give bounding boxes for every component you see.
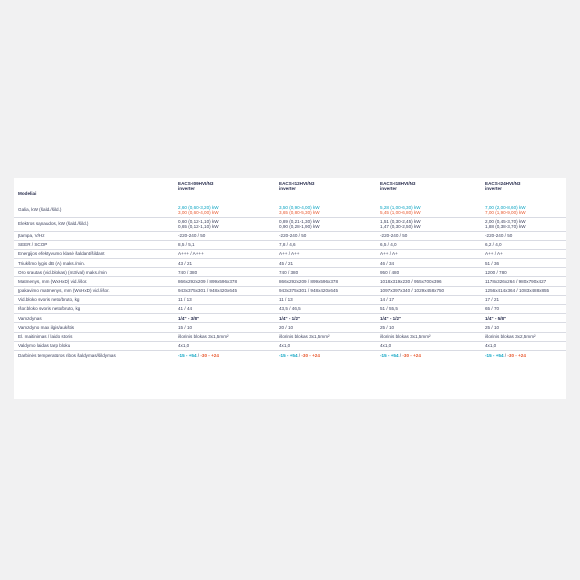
table-row bbox=[14, 314, 566, 323]
spec-rows bbox=[14, 231, 566, 314]
power-cell bbox=[481, 217, 566, 231]
cell: išorinis blokas 3x1,5mm² bbox=[275, 332, 376, 341]
row-label: Vamzdyno max ilgis/aukštis bbox=[14, 323, 174, 332]
row-label: Įpakavimo matmenys, mm (WxHxD) vid./išor. bbox=[14, 286, 174, 295]
power-cooling: 0,89 (0,21-1,30) kW bbox=[279, 218, 320, 224]
model-header bbox=[376, 178, 481, 203]
power-cell bbox=[174, 217, 275, 231]
cooling-value: 3,50 (0,90-4,00) kW bbox=[279, 204, 320, 210]
cell: 740 / 380 bbox=[275, 268, 376, 277]
cell: 15 / 10 bbox=[174, 323, 275, 332]
temp-cooling: -15 - +54 bbox=[485, 352, 504, 358]
row-label: Oro srautas (vid.blokas) (m3/val) maks./min bbox=[14, 268, 174, 277]
model-sub: inverter bbox=[485, 186, 502, 192]
cell: A++ / A+ bbox=[376, 249, 481, 258]
table-row bbox=[14, 286, 566, 295]
spec-table bbox=[14, 178, 566, 360]
row-label: Valdymo laidas tarp bloku bbox=[14, 341, 174, 350]
cell: 6,5 / 4,0 bbox=[376, 240, 481, 249]
cell: 866x292x209 / 899x596x378 bbox=[275, 277, 376, 286]
temp-cooling: -15 - +54 bbox=[178, 352, 197, 358]
heating-value: 5,45 (1,00-6,80) kW bbox=[380, 209, 421, 215]
cell: 45 / 21 bbox=[275, 259, 376, 268]
table-row bbox=[14, 305, 566, 314]
cell: -220-240 / 50 bbox=[174, 231, 275, 240]
row-label: Vamzdynas bbox=[14, 314, 174, 323]
cell: A++ / A+ bbox=[481, 249, 566, 258]
row-label: El. maitinimas / laido storis bbox=[14, 332, 174, 341]
temp-cell bbox=[376, 350, 481, 359]
cell: išorinis blokas 3x2,5mm² bbox=[481, 332, 566, 341]
cell: A+++ / A+++ bbox=[174, 249, 275, 258]
row-label: Išor.bloko svoris neto/bruto, kg bbox=[14, 305, 174, 314]
table-row bbox=[14, 350, 566, 359]
model-name: EACS-I12HVI/N3 bbox=[279, 181, 315, 186]
power-cooling: 1,51 (0,30-2,45) kW bbox=[380, 218, 421, 224]
power-heating: 1,88 (0,38-3,70) kW bbox=[485, 224, 526, 229]
table-header-row bbox=[14, 178, 566, 203]
table-row bbox=[14, 277, 566, 286]
cell: 51 / 36 bbox=[481, 259, 566, 268]
heating-value: 3,65 (0,80-5,30) kW bbox=[279, 209, 320, 215]
cell: 1/4" - 1/2" bbox=[376, 314, 481, 323]
cell: 1200 / 780 bbox=[481, 268, 566, 277]
cell: 11 / 13 bbox=[275, 295, 376, 304]
power-heating: 0,65 (0,12-1,10) kW bbox=[178, 224, 219, 229]
cell: 65 / 70 bbox=[481, 305, 566, 314]
cell: -220-240 / 50 bbox=[376, 231, 481, 240]
power-cell bbox=[275, 217, 376, 231]
cell: -220-240 / 50 bbox=[275, 231, 376, 240]
cell: 1/4" - 5/8" bbox=[481, 314, 566, 323]
cell: 25 / 10 bbox=[376, 323, 481, 332]
cell: 950 / 480 bbox=[376, 268, 481, 277]
cell: 43,5 / 46,5 bbox=[275, 305, 376, 314]
row-label: Matmenys, mm (WxHxD) vid./išor. bbox=[14, 277, 174, 286]
power-heating: 0,90 (0,28-1,90) kW bbox=[279, 224, 320, 229]
temp-cooling: -15 - +54 bbox=[380, 352, 399, 358]
row-label: Vid.bloko svoris neto/bruto, kg bbox=[14, 295, 174, 304]
model-sub: inverter bbox=[279, 186, 296, 192]
table-row bbox=[14, 323, 566, 332]
cell: 20 / 10 bbox=[275, 323, 376, 332]
capacity-cell bbox=[174, 203, 275, 217]
heating-value: 7,00 (1,90-9,00) kW bbox=[485, 209, 526, 215]
cell: 11 / 13 bbox=[174, 295, 275, 304]
power-cell bbox=[376, 217, 481, 231]
models-label: Modeliai bbox=[18, 190, 37, 196]
temp-cell bbox=[275, 350, 376, 359]
cell: 41 / 44 bbox=[174, 305, 275, 314]
table-row bbox=[14, 295, 566, 304]
heating-value: 3,00 (0,60-4,00) kW bbox=[178, 209, 219, 215]
cell: 46 / 34 bbox=[376, 259, 481, 268]
cell: 4x1,0 bbox=[376, 341, 481, 350]
temp-heating: -30 - +24 bbox=[301, 352, 320, 358]
table-row bbox=[14, 341, 566, 350]
row-label: Energijos efektyvumo klasė šaldant/šildant bbox=[14, 249, 174, 258]
model-name: EACS-I24HVI/N3 bbox=[485, 181, 521, 186]
temp-slash: / bbox=[399, 352, 402, 358]
cell: 4x1,0 bbox=[275, 341, 376, 350]
cooling-value: 5,28 (1,00-6,30) kW bbox=[380, 204, 421, 210]
model-header bbox=[174, 178, 275, 203]
spec-sheet bbox=[14, 178, 566, 399]
model-name: EACS-I09HVI/N3 bbox=[178, 181, 214, 186]
table-row bbox=[14, 203, 566, 217]
temp-heating: -30 - +24 bbox=[402, 352, 421, 358]
capacity-cell bbox=[275, 203, 376, 217]
power-cooling: 2,00 (0,45-3,70) kW bbox=[485, 218, 526, 224]
table-row bbox=[14, 240, 566, 249]
model-sub: inverter bbox=[178, 186, 195, 192]
cell: išorinis blokas 3x1,5mm² bbox=[174, 332, 275, 341]
cell: 6,2 / 4,0 bbox=[481, 240, 566, 249]
temp-cell bbox=[174, 350, 275, 359]
cell: 43 / 21 bbox=[174, 259, 275, 268]
cooling-value: 7,00 (2,00-8,60) kW bbox=[485, 204, 526, 210]
capacity-cell bbox=[376, 203, 481, 217]
row-label: Triukšmo lygis dB (A) maks./min. bbox=[14, 259, 174, 268]
row-label: SEER / SCOP bbox=[14, 240, 174, 249]
cell: A++ / A++ bbox=[275, 249, 376, 258]
cell: 740 / 380 bbox=[174, 268, 275, 277]
temp-slash: / bbox=[298, 352, 301, 358]
cell: 1/4" - 3/8" bbox=[174, 314, 275, 323]
row-label: Elektros sąnaudos, kW (šald./šild.) bbox=[14, 217, 174, 231]
cell: 14 / 17 bbox=[376, 295, 481, 304]
table-row bbox=[14, 332, 566, 341]
model-name: EACS-I18HVI/N3 bbox=[380, 181, 416, 186]
cell: 8,5 / 5,1 bbox=[174, 240, 275, 249]
cell: 943x375x301 / 948x420x645 bbox=[275, 286, 376, 295]
model-header bbox=[481, 178, 566, 203]
power-heating: 1,47 (0,30-2,50) kW bbox=[380, 224, 421, 229]
row-label: Darbinės temperatūros ribos šaldymas/šildymas bbox=[18, 352, 116, 358]
row-label: Įtampa, V/Hz bbox=[14, 231, 174, 240]
cooling-value: 2,60 (0,60-3,20) kW bbox=[178, 204, 219, 210]
cell: 1018x319x230 / 955x700x396 bbox=[376, 277, 481, 286]
table-row bbox=[14, 249, 566, 258]
cell: 1/4" - 1/2" bbox=[275, 314, 376, 323]
cell: išorinis blokas 3x1,5mm² bbox=[376, 332, 481, 341]
temp-cooling: -15 - +54 bbox=[279, 352, 298, 358]
cell: 866x292x209 / 899x596x378 bbox=[174, 277, 275, 286]
cell: 1256x414x364 / 1083x488x855 bbox=[481, 286, 566, 295]
table-row bbox=[14, 231, 566, 240]
cell: 17 / 21 bbox=[481, 295, 566, 304]
cell: 25 / 10 bbox=[481, 323, 566, 332]
capacity-cell bbox=[481, 203, 566, 217]
temp-slash: / bbox=[504, 352, 507, 358]
cell: 51 / 55,5 bbox=[376, 305, 481, 314]
table-row bbox=[14, 259, 566, 268]
cell: 4x1,0 bbox=[174, 341, 275, 350]
table-row bbox=[14, 268, 566, 277]
temp-heating: -30 - +24 bbox=[200, 352, 219, 358]
temp-cell bbox=[481, 350, 566, 359]
cell: -220-240 / 50 bbox=[481, 231, 566, 240]
table-row bbox=[14, 217, 566, 231]
cell: 4x1,0 bbox=[481, 341, 566, 350]
temp-heating: -30 - +24 bbox=[507, 352, 526, 358]
cell: 7,8 / 4,6 bbox=[275, 240, 376, 249]
model-header bbox=[275, 178, 376, 203]
temp-slash: / bbox=[197, 352, 200, 358]
model-sub: inverter bbox=[380, 186, 397, 192]
power-cooling: 0,60 (0,12-1,10) kW bbox=[178, 218, 219, 224]
cell: 1097x397x340 / 1029x458x750 bbox=[376, 286, 481, 295]
spec-rows bbox=[14, 323, 566, 351]
cell: 1178x326x264 / 980x790x427 bbox=[481, 277, 566, 286]
row-label: Galia, kW (šald./šild.) bbox=[14, 203, 174, 217]
cell: 943x375x301 / 948x420x645 bbox=[174, 286, 275, 295]
